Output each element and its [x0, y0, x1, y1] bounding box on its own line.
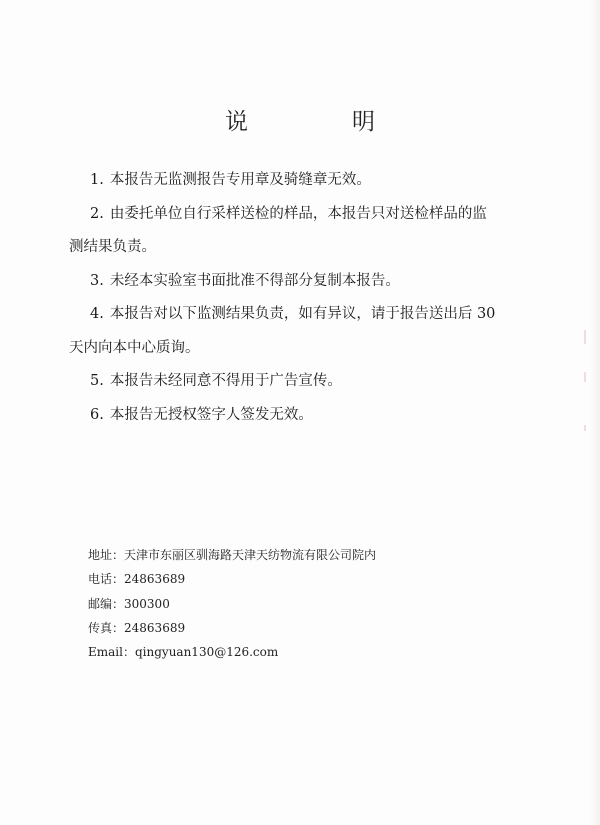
note-number: 4.: [90, 306, 104, 322]
phone-row: [88, 567, 376, 591]
postcode-label: 邮编：: [88, 596, 125, 611]
address-value: 天津市东丽区驯海路天津天纺物流有限公司院内: [124, 548, 377, 562]
email-row: [88, 640, 376, 664]
note-item-6: [90, 399, 520, 433]
fax-label: 传真：: [88, 620, 125, 635]
note-text: 本报告无授权签字人签发无效。: [109, 406, 313, 423]
phone-label: 电话：: [88, 572, 125, 587]
email-value: qingyuan130@126.com: [134, 645, 279, 660]
email-label: Email：: [88, 645, 135, 660]
fax-row: [88, 616, 376, 640]
note-item-4: [69, 298, 520, 365]
note-text: 本报告无监测报告专用章及骑缝章无效。: [109, 172, 371, 188]
notes-list: [69, 164, 520, 432]
note-text: 未经本实验室书面批准不得部分复制本报告。: [109, 272, 400, 289]
note-text-continued: 天内向本中心质询。: [69, 339, 200, 356]
note-text: 本报告对以下监测结果负责，如有异议，请于报告送出后 30: [109, 306, 496, 322]
page-edge-shadow: [590, 0, 600, 825]
contact-block: [88, 543, 376, 664]
note-item-5: [90, 365, 520, 399]
seal-mark: [584, 372, 586, 382]
note-item-3: [90, 265, 520, 299]
note-item-2: [69, 198, 520, 265]
note-text-continued: 测结果负责。: [69, 239, 156, 255]
note-number: 3.: [90, 272, 104, 289]
address-row: [88, 543, 376, 567]
note-number: 6.: [90, 406, 104, 423]
seal-mark: [584, 425, 586, 431]
address-label: 地址：: [88, 548, 125, 562]
note-item-1: [90, 164, 520, 198]
note-text: 本报告未经同意不得用于广告宣传。: [109, 373, 342, 389]
note-number: 2.: [90, 205, 104, 222]
postcode-row: [88, 592, 376, 616]
seal-mark: [584, 330, 586, 344]
phone-value: 24863689: [124, 572, 186, 587]
note-number: 5.: [90, 373, 104, 389]
title-char-2: 明: [352, 109, 375, 135]
page-title: [0, 103, 600, 136]
fax-value: 24863689: [124, 620, 186, 635]
note-number: 1.: [90, 172, 104, 188]
title-char-1: 说: [225, 109, 248, 135]
note-text: 由委托单位自行采样送检的样品，本报告只对送检样品的监: [109, 205, 487, 222]
postcode-value: 300300: [124, 596, 170, 611]
